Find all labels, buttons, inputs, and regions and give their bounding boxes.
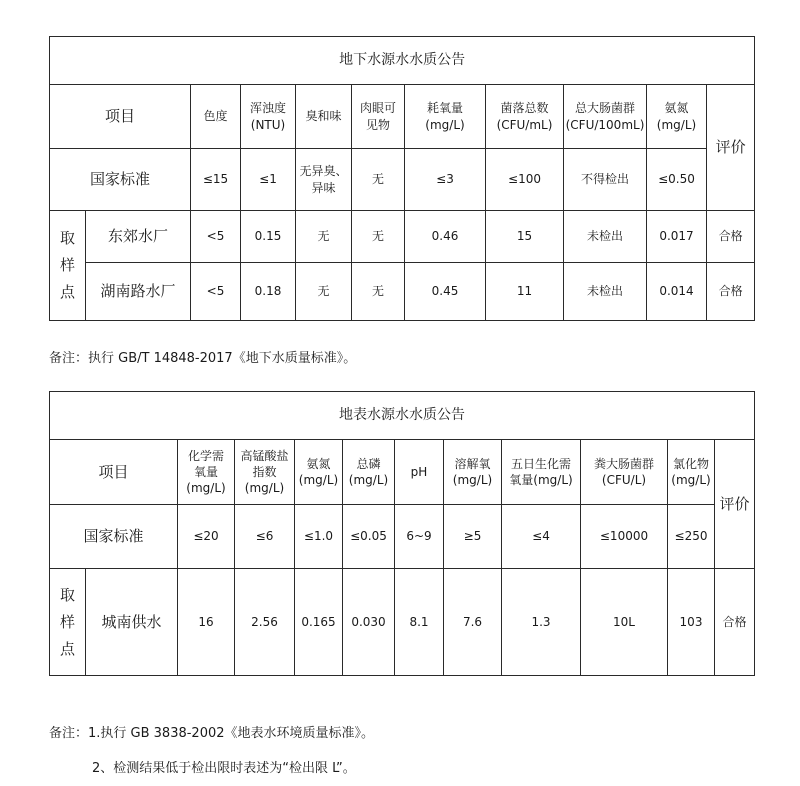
evaluation-result: 合格: [707, 211, 755, 263]
item-header: 项目: [50, 440, 178, 505]
header-ammonia: 氨氮 (mg/L): [295, 440, 343, 505]
header-cod: 化学需 氧量 (mg/L): [178, 440, 235, 505]
cell-value: 15: [486, 211, 564, 263]
standard-value: ≤1.0: [295, 505, 343, 569]
groundwater-quality-table: [49, 36, 755, 321]
cell-value: 8.1: [395, 569, 444, 676]
cell-value: 0.030: [343, 569, 395, 676]
cell-value: 无: [352, 211, 405, 263]
cell-value: 0.45: [405, 263, 486, 321]
cell-value: 0.46: [405, 211, 486, 263]
cell-value: 11: [486, 263, 564, 321]
header-odor: 臭和味: [296, 85, 352, 149]
standard-value: ≤3: [405, 149, 486, 211]
standard-value: ≤1: [241, 149, 296, 211]
header-permanganate-index: 高锰酸盐 指数 (mg/L): [235, 440, 295, 505]
standard-value: 不得检出: [564, 149, 647, 211]
surface-note-1: 备注：1.执行 GB 3838-2002《地表水环境质量标准》。: [49, 726, 375, 741]
evaluation-header: 评价: [707, 85, 755, 211]
cell-value: 0.165: [295, 569, 343, 676]
evaluation-result: 合格: [707, 263, 755, 321]
cell-value: 无: [296, 211, 352, 263]
item-header: 项目: [50, 85, 191, 149]
header-chloride: 氯化物 (mg/L): [668, 440, 715, 505]
header-oxygen-consumption: 耗氧量 (mg/L): [405, 85, 486, 149]
table-row: [50, 263, 755, 321]
header-ammonia: 氨氮 (mg/L): [647, 85, 707, 149]
cell-value: <5: [191, 263, 241, 321]
cell-value: 无: [296, 263, 352, 321]
evaluation-result: 合格: [715, 569, 755, 676]
cell-value: 103: [668, 569, 715, 676]
header-chroma: 色度: [191, 85, 241, 149]
cell-value: 10L: [581, 569, 668, 676]
header-coliforms: 总大肠菌群 (CFU/100mL): [564, 85, 647, 149]
cell-value: 16: [178, 569, 235, 676]
standard-value: ≤0.50: [647, 149, 707, 211]
cell-value: 0.18: [241, 263, 296, 321]
standard-value: ≤100: [486, 149, 564, 211]
header-dissolved-oxygen: 溶解氧 (mg/L): [444, 440, 502, 505]
header-total-phosphorus: 总磷 (mg/L): [343, 440, 395, 505]
national-standard-label: 国家标准: [50, 505, 178, 569]
standard-value: 6~9: [395, 505, 444, 569]
header-visible-matter: 肉眼可 见物: [352, 85, 405, 149]
cell-value: 7.6: [444, 569, 502, 676]
standard-value: ≤250: [668, 505, 715, 569]
surface-table-title: 地表水源水水质公告: [50, 392, 755, 440]
header-bod5: 五日生化需 氧量(mg/L): [502, 440, 581, 505]
groundwater-table-title: 地下水源水水质公告: [50, 37, 755, 85]
cell-value: 0.014: [647, 263, 707, 321]
surface-note-2: 2、检测结果低于检出限时表述为“检出限 L”。: [92, 761, 356, 776]
standard-value: 无异臭、 异味: [296, 149, 352, 211]
header-colony-count: 菌落总数 (CFU/mL): [486, 85, 564, 149]
site-name: 东郊水厂: [86, 211, 191, 263]
standard-value: ≤15: [191, 149, 241, 211]
cell-value: 未检出: [564, 211, 647, 263]
national-standard-label: 国家标准: [50, 149, 191, 211]
cell-value: 未检出: [564, 263, 647, 321]
cell-value: 2.56: [235, 569, 295, 676]
groundwater-note: 备注：执行 GB/T 14848-2017《地下水质量标准》。: [49, 351, 357, 366]
standard-value: ≤10000: [581, 505, 668, 569]
header-turbidity: 浑浊度 (NTU): [241, 85, 296, 149]
sampling-point-label: 取 样 点: [50, 569, 86, 676]
header-ph: pH: [395, 440, 444, 505]
standard-value: ≤20: [178, 505, 235, 569]
standard-value: 无: [352, 149, 405, 211]
standard-value: ≥5: [444, 505, 502, 569]
standard-value: ≤0.05: [343, 505, 395, 569]
cell-value: 无: [352, 263, 405, 321]
evaluation-header: 评价: [715, 440, 755, 569]
header-fecal-coliforms: 粪大肠菌群 (CFU/L): [581, 440, 668, 505]
cell-value: 0.15: [241, 211, 296, 263]
table-row: [50, 211, 755, 263]
sampling-point-label: 取 样 点: [50, 211, 86, 321]
cell-value: <5: [191, 211, 241, 263]
standard-value: ≤6: [235, 505, 295, 569]
standard-value: ≤4: [502, 505, 581, 569]
cell-value: 0.017: [647, 211, 707, 263]
table-row: [50, 569, 755, 676]
surface-water-quality-table: [49, 391, 755, 676]
site-name: 湖南路水厂: [86, 263, 191, 321]
site-name: 城南供水: [86, 569, 178, 676]
cell-value: 1.3: [502, 569, 581, 676]
